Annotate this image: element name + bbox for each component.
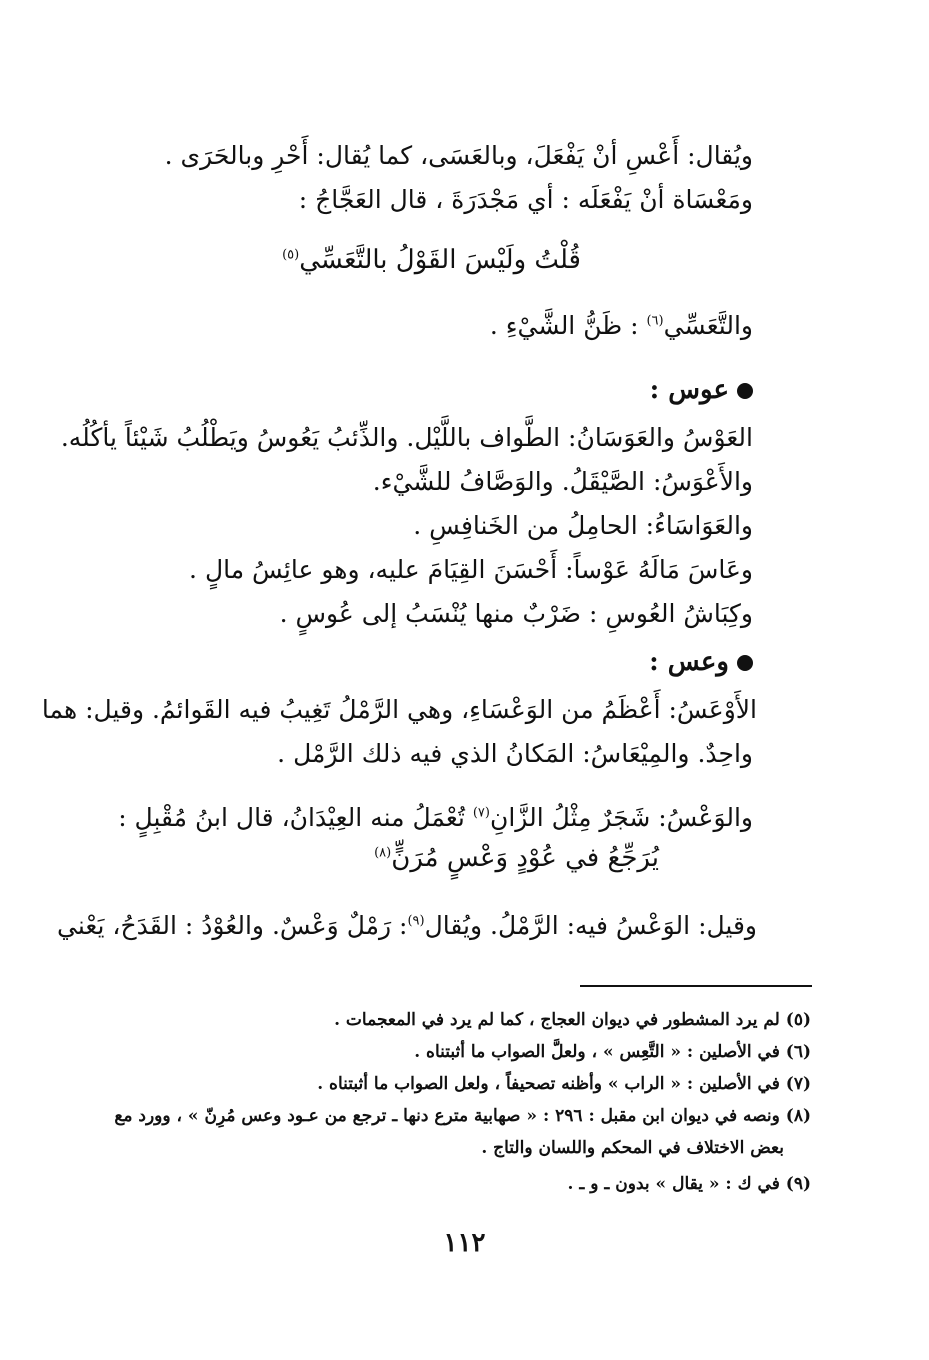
- bullet-icon: [737, 655, 753, 671]
- text-line: وكِبَاشُ العُوسِ : ضَرْبٌ منها يُنْسَبُ إلى عُوسٍ .: [279, 599, 753, 628]
- footnote-ref: (٦): [646, 313, 664, 329]
- entry-heading-was: [649, 642, 753, 682]
- text-line: والعَوَاسَاءُ: الحامِلُ من الخَنافِسِ .: [413, 511, 753, 540]
- text-line: الأَوْعَسُ: أَعْظَمُ من الوَعْسَاءِ، وهي الرَّمْلُ تَغِيبُ فيه القَوائمُ. وقيل: هما: [41, 695, 757, 724]
- footnote: (٦) في الأصلين : « التَّعِس » ، ولعلَّ الصواب ما أثبتناه .: [414, 1042, 811, 1062]
- term: والوَعْسُ: شَجَرٌ مِثْلُ الزَّانِ: [489, 803, 753, 832]
- footnote-ref: (٥): [282, 247, 300, 263]
- definition: : ظَنُّ الشَّيْءِ .: [489, 311, 639, 340]
- bullet-icon: [737, 383, 753, 399]
- footnote-continuation: بعض الاختلاف في المحكم واللسان والتاج .: [481, 1138, 784, 1158]
- footnote-ref: (٨): [374, 845, 392, 861]
- text-line: [57, 906, 757, 946]
- footnote: (٧) في الأصلين : « الراب » وأظنه تصحيفاً ، ولعل الصواب ما أثبتناه .: [317, 1074, 811, 1094]
- text-line: ومَعْسَاة أنْ يَفْعَلَه : أي مَجْدَرَةَ ، قال العَجَّاجُ :: [298, 185, 753, 214]
- verse-line: [374, 838, 659, 878]
- text-line: العَوْسُ والعَوَسَانُ: الطَّواف باللَّيْل. والذِّئبُ يَعُوسُ ويَطْلُبُ شَيْئاً يأكُلُه.: [60, 423, 753, 452]
- entry-title: عوس :: [649, 375, 729, 405]
- footnote: (٥) لم يرد المشطور في ديوان العجاج ، كما لم يرد في المعجمات .: [334, 1010, 811, 1030]
- footnote-divider: [580, 985, 812, 987]
- footnote-ref: (٧): [472, 805, 490, 821]
- text-line: [118, 798, 753, 838]
- verse-text: قُلْتُ ولَيْسَ القَوْلُ بالتَّعَسِّي: [299, 245, 581, 275]
- definition: تُعْمَلُ منه العِيْدَانُ، قال ابنُ مُقْبِلٍ :: [118, 803, 465, 832]
- entry-heading-aws: [650, 370, 753, 410]
- text-line: [490, 306, 753, 346]
- text-line: واحِدٌ. والمِيْعَاسُ: المَكانُ الذي فيه ذلك الرَّمْل .: [277, 739, 753, 768]
- footnote: (٩) في ك : « يقال » بدون ـ و ـ .: [567, 1174, 811, 1194]
- footnote-ref: (٩): [407, 913, 425, 929]
- definition: : رَمْلٌ وَعْسٌ. والعُوْدُ : القَدَحُ، يَعْني: [57, 911, 408, 940]
- verse-text: يُرَجِّعُ في عُوْدٍ وَعْسٍ مُرَنٍّ: [391, 843, 659, 873]
- entry-title: وعس :: [649, 647, 729, 677]
- term: وقيل: الوَعْسُ فيه: الرَّمْلُ. ويُقال: [424, 911, 757, 940]
- text-line: وعَاسَ مَالَهُ عَوْساً: أَحْسَنَ القِيَامَ عليه، وهو عائِسُ مالٍ .: [189, 555, 753, 584]
- text-line: والأَعْوَسُ: الصَّيْقَلُ. والوَصَّافُ للشَّيْء.: [372, 467, 753, 496]
- term: والتَّعَسِّي: [663, 311, 753, 340]
- footnote: (٨) ونصه في ديوان ابن مقبل : ٢٩٦ : « صهابية مترع دنها ـ ترجع من عـود وعس مُرِنّ » ، وورد مع: [114, 1106, 811, 1126]
- page-number: ١١٢: [443, 1228, 486, 1258]
- text-line: ويُقال: أَعْسِ أنْ يَفْعَلَ، وبالعَسَى، كما يُقال: أَحْرِ وبالحَرَى .: [164, 141, 753, 170]
- verse-line: [282, 240, 581, 280]
